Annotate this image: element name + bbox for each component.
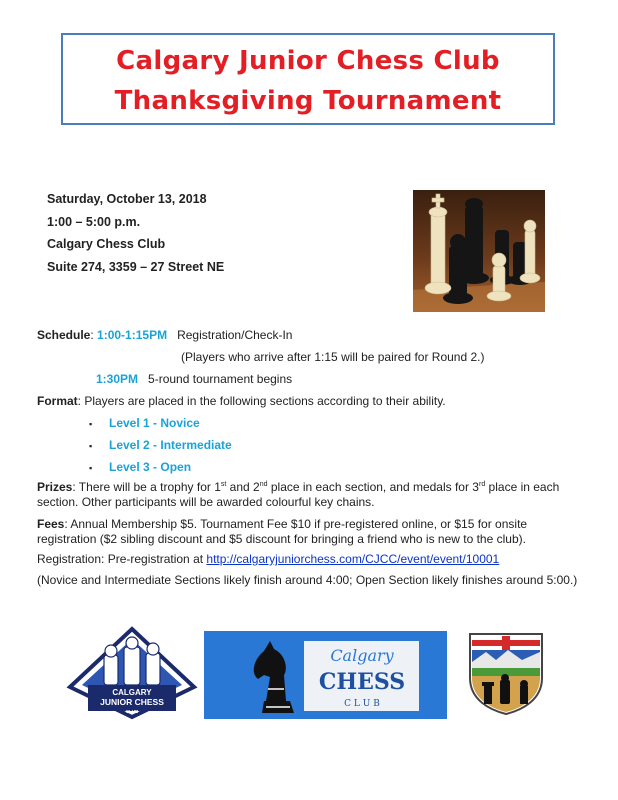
late-arrival-note: (Players who arrive after 1:15 will be paired for Round 2.) <box>181 350 485 364</box>
calgary-chess-club-logo <box>204 631 447 719</box>
prizes-paragraph <box>37 480 582 510</box>
registration-text: Registration: Pre-registration at <box>37 552 207 566</box>
format-line <box>37 394 446 408</box>
fees-text: : Annual Membership $5. Tournament Fee $10 if pre-registered online, or $15 for onsite registration ($2 sibling discount and $5 discount for bringing a friend who is new to the club). <box>37 517 528 546</box>
level-2: Level 2 - Intermediate <box>109 438 232 452</box>
title-line-1: Calgary Junior Chess Club <box>116 46 500 76</box>
logo-text-junior-chess: JUNIOR CHESS <box>100 697 164 707</box>
ordinal-suffix: st <box>220 481 227 488</box>
ordinal-suffix: nd <box>259 481 268 488</box>
fees-label: Fees <box>37 517 65 531</box>
schedule-line: Schedule: 1:00-1:15PM Registration/Check-In <box>37 328 293 342</box>
level-3: Level 3 - Open <box>109 460 192 474</box>
finish-note: (Novice and Intermediate Sections likely finish around 4:00; Open Section likely finishes around 5:00.) <box>37 573 578 587</box>
logo-text-club: CLUB <box>125 709 139 714</box>
prizes-text: place in each section. Other participants will be awarded colourful key chains. <box>37 480 560 509</box>
level-1: Level 1 - Novice <box>109 416 200 430</box>
logo-text-calgary-script: Calgary <box>330 646 394 665</box>
registration-link[interactable]: http://calgaryjuniorchess.com/CJCC/event/event/10001 <box>206 552 500 566</box>
title-box <box>61 33 555 125</box>
alberta-shield-logo <box>466 630 546 716</box>
prizes-text: place in each section, and medals for 3 <box>267 480 479 494</box>
checkin-text: Registration/Check-In <box>177 328 293 342</box>
fees-paragraph <box>37 517 582 547</box>
event-time: 1:00 – 5:00 p.m. <box>47 214 141 229</box>
calgary-junior-chess-logo <box>66 625 198 721</box>
event-venue: Calgary Chess Club <box>47 237 166 251</box>
bullet-icon: ▪ <box>89 419 93 429</box>
logo-text-club-spaced: C L U B <box>344 699 380 709</box>
bullet-icon: ▪ <box>89 463 93 473</box>
ordinal-suffix: rd <box>478 481 486 488</box>
event-info <box>47 188 224 278</box>
title-line-2: Thanksgiving Tournament <box>114 86 502 116</box>
prizes-text: and 2 <box>226 480 260 494</box>
logo-text-chess: CHESS <box>318 669 406 695</box>
registration-line <box>37 552 499 566</box>
prizes-label: Prizes <box>37 480 73 494</box>
format-label: Format <box>37 394 78 408</box>
format-text: : Players are placed in the following sections according to their ability. <box>77 394 446 408</box>
start-line <box>96 372 292 386</box>
start-time: 1:30PM <box>96 372 139 386</box>
event-date: Saturday, October 13, 2018 <box>47 192 207 206</box>
bullet-icon: ▪ <box>89 441 93 451</box>
prizes-text: : There will be a trophy for 1 <box>72 480 221 494</box>
schedule-label: Schedule <box>37 328 91 342</box>
event-address: Suite 274, 3359 – 27 Street NE <box>47 259 225 274</box>
chess-pieces-photo <box>413 190 545 312</box>
logo-text-calgary: CALGARY <box>112 688 152 697</box>
start-text: 5-round tournament begins <box>148 372 293 386</box>
checkin-time: 1:00-1:15PM <box>97 328 168 342</box>
